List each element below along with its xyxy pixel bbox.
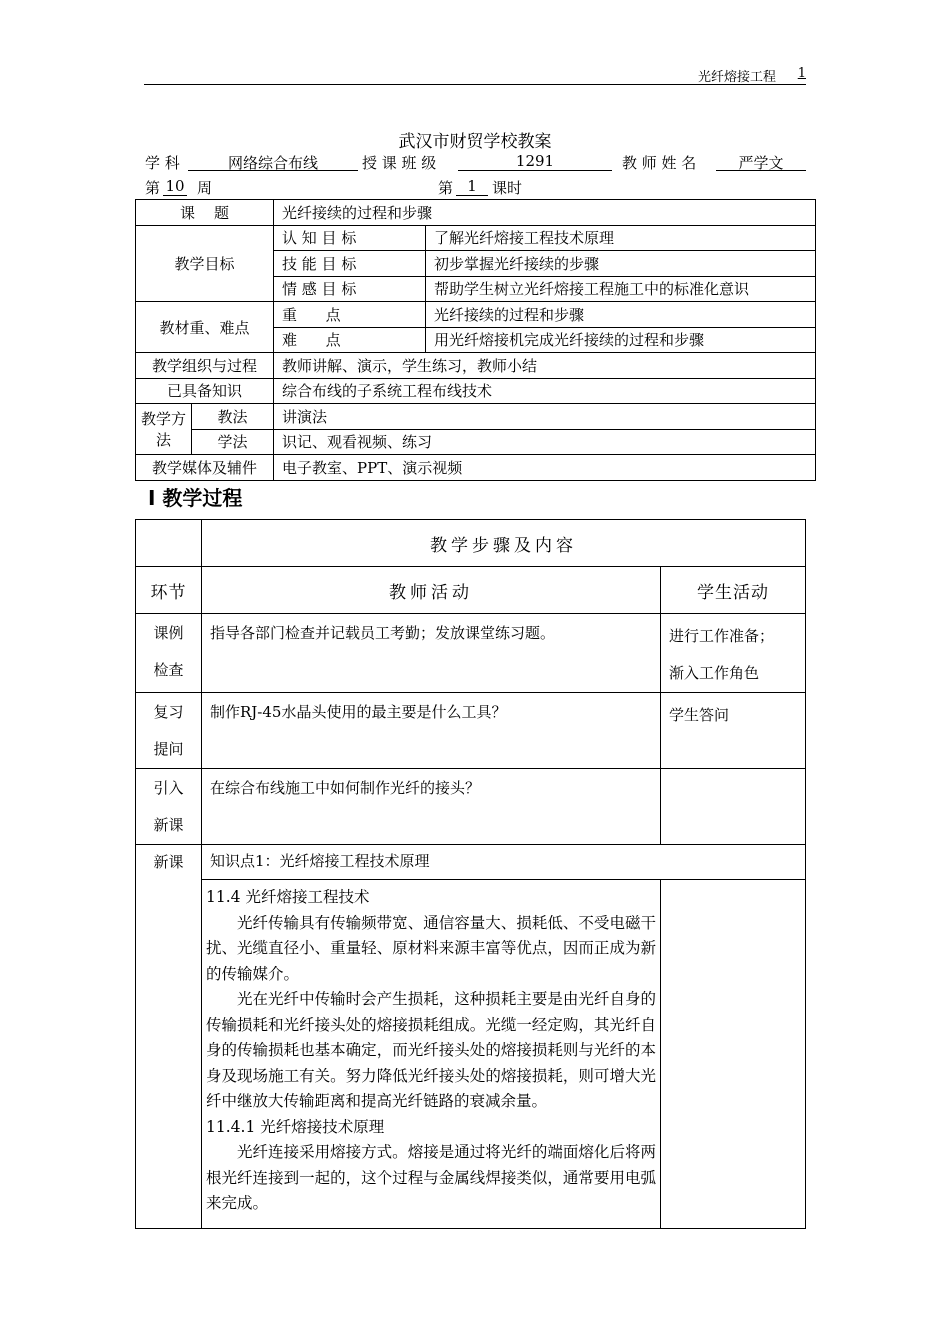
table-row [136, 302, 816, 328]
focus-key-label: 重 点 [274, 302, 426, 328]
empty-cell [136, 520, 202, 567]
method-label: 教学方法 [136, 404, 192, 455]
page-number: 1 [797, 66, 806, 81]
topic-value: 光纤接续的过程和步骤 [274, 200, 816, 226]
goal-value: 帮助学生树立光纤熔接工程施工中的标准化意识 [426, 276, 816, 302]
student-activity [661, 880, 806, 1229]
content-heading: 11.4.1 光纤熔接技术原理 [206, 1117, 385, 1136]
table-row [136, 769, 806, 845]
class-value: 1291 [458, 152, 612, 171]
document-title: 武汉市财贸学校教案 [398, 132, 552, 152]
table-row [136, 845, 806, 880]
class-label: 授 课 班 级 [362, 154, 437, 172]
content-heading: 11.4 光纤熔接工程技术 [206, 888, 370, 906]
env-line: 课例 [153, 624, 184, 642]
goal-label: 技 能 目 标 [274, 251, 426, 277]
method-teach-value: 讲演法 [274, 404, 816, 430]
prior-value: 综合布线的子系统工程布线技术 [274, 378, 816, 404]
page-header [144, 66, 806, 85]
topic-label: 课 题 [136, 200, 274, 226]
focus-difficult-label: 难 点 [274, 327, 426, 353]
week-prefix: 第 [145, 179, 161, 197]
focus-label: 教材重、难点 [136, 302, 274, 353]
env-line: 提问 [153, 740, 184, 758]
week-value: 10 [163, 177, 187, 196]
subject-value: 网络综合布线 [188, 152, 358, 171]
week-suffix: 周 [197, 179, 213, 197]
content-paragraph: 光在光纤中传输时会产生损耗，这种损耗主要是由光纤自身的传输损耗和光纤接头处的熔接损耗组成。光缆一经定购，其光纤自身的传输损耗也基本确定，而光纤接头处的熔接损耗则与光纤的本身及现场施工有关。努力降低光纤接头处的熔接损耗，则可增大光纤中继放大传输距离和提高光纤链路的衰减余量。 [206, 990, 656, 1110]
method-teach-label: 教法 [192, 404, 274, 430]
teacher-activity: 指导各部门检查并记载员工考勤；发放课堂练习题。 [202, 614, 661, 693]
teacher-label: 教 师 姓 名 [622, 154, 697, 172]
table-row [136, 225, 816, 251]
teacher-activity: 在综合布线施工中如何制作光纤的接头？ [202, 769, 661, 845]
prior-label: 已具备知识 [136, 378, 274, 404]
lesson-prefix: 第 [438, 179, 454, 197]
student-activity [661, 769, 806, 845]
env-line: 检查 [153, 661, 184, 679]
org-label: 教学组织与过程 [136, 353, 274, 379]
media-value: 电子教室、PPT、演示视频 [274, 455, 816, 481]
table-row [136, 880, 806, 1229]
goals-label: 教学目标 [136, 225, 274, 302]
goal-value: 了解光纤熔接工程技术原理 [426, 225, 816, 251]
table-row [136, 693, 806, 769]
goal-value: 初步掌握光纤接续的步骤 [426, 251, 816, 277]
content-paragraph: 光纤传输具有传输频带宽、通信容量大、损耗低、不受电磁干扰、光缆直径小、重量轻、原材料来源丰富等优点，因而正成为新的传输媒介。 [206, 913, 656, 983]
table-row [136, 567, 806, 614]
goal-label: 认 知 目 标 [274, 225, 426, 251]
focus-key-value: 光纤接续的过程和步骤 [426, 302, 816, 328]
lesson-plan-table [135, 199, 816, 481]
student-activity [661, 614, 806, 693]
teacher-activity: 制作RJ-45水晶头使用的最主要是什么工具？ [202, 693, 661, 769]
org-value: 教师讲解、演示，学生练习，教师小结 [274, 353, 816, 379]
col-env-header: 环节 [136, 567, 202, 614]
section-title: Ⅰ 教学过程 [148, 486, 243, 510]
env-line: 新课 [153, 816, 184, 834]
method-learn-label: 学法 [192, 429, 274, 455]
teaching-process-table [135, 519, 806, 1229]
knowledge-point: 知识点1：光纤熔接工程技术原理 [202, 845, 806, 880]
lesson-value: 1 [456, 177, 488, 196]
table-row [136, 614, 806, 693]
teacher-value: 严学文 [716, 152, 806, 171]
subject-label: 学 科 [145, 154, 180, 172]
media-label: 教学媒体及辅件 [136, 455, 274, 481]
table-row [136, 429, 816, 455]
method-learn-value: 识记、观看视频、练习 [274, 429, 816, 455]
lesson-suffix: 课时 [492, 179, 523, 197]
col-teacher-header: 教师活动 [202, 567, 661, 614]
env-cell: 新课 [136, 845, 202, 1229]
focus-difficult-value: 用光纤熔接机完成光纤接续的过程和步骤 [426, 327, 816, 353]
env-cell [136, 769, 202, 845]
student-line: 进行工作准备； [669, 627, 775, 645]
env-line: 复习 [153, 703, 184, 721]
col-student-header: 学生活动 [661, 567, 806, 614]
table-row [136, 200, 816, 226]
steps-header: 教学步骤及内容 [202, 520, 806, 567]
content-paragraph: 光纤连接采用熔接方式。熔接是通过将光纤的端面熔化后将两根光纤连接到一起的，这个过程与金属线焊接类似，通常要用电弧来完成。 [206, 1143, 656, 1212]
student-activity: 学生答问 [661, 693, 806, 769]
table-row [136, 353, 816, 379]
env-cell [136, 693, 202, 769]
env-line: 引入 [153, 779, 184, 797]
table-row [136, 378, 816, 404]
student-line: 渐入工作角色 [669, 664, 760, 682]
table-row [136, 520, 806, 567]
table-row [136, 455, 816, 481]
env-cell [136, 614, 202, 693]
header-title: 光纤熔接工程 [697, 70, 776, 85]
goal-label: 情 感 目 标 [274, 276, 426, 302]
content-cell [202, 880, 661, 1229]
table-row [136, 404, 816, 430]
